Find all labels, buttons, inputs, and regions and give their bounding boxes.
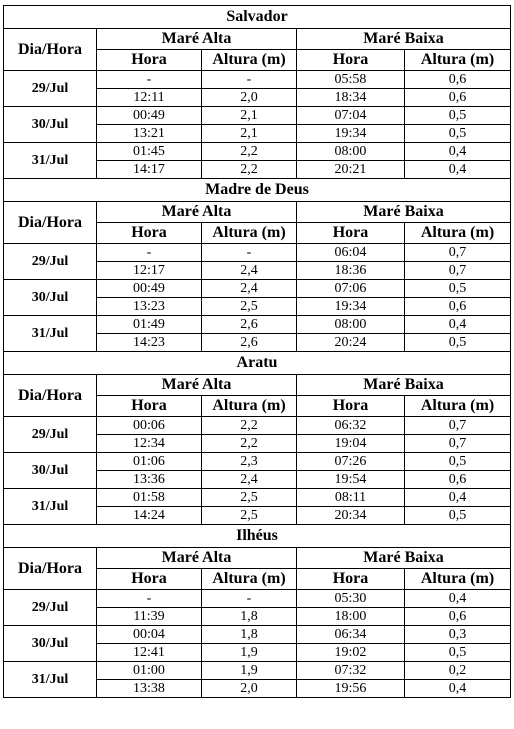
baixa-hora-cell: 20:24 [297, 334, 405, 352]
baixa-hora-cell: 08:00 [297, 316, 405, 334]
alta-hora-cell: - [97, 244, 202, 262]
baixa-altura-cell: 0,7 [405, 244, 511, 262]
baixa-hora-cell: 07:06 [297, 280, 405, 298]
table-row [4, 417, 511, 435]
alta-altura-cell: 2,1 [202, 107, 297, 125]
header-baixa-altura: Altura (m) [405, 223, 511, 244]
header-baixa-hora: Hora [297, 396, 405, 417]
header-alta-altura: Altura (m) [202, 569, 297, 590]
baixa-altura-cell: 0,5 [405, 280, 511, 298]
alta-hora-cell: 01:06 [97, 453, 202, 471]
location-name: Ilhéus [4, 525, 511, 548]
alta-hora-cell: - [97, 71, 202, 89]
baixa-hora-cell: 06:34 [297, 626, 405, 644]
header-alta-altura: Altura (m) [202, 50, 297, 71]
baixa-altura-cell: 0,3 [405, 626, 511, 644]
baixa-hora-cell: 19:54 [297, 471, 405, 489]
location-name: Aratu [4, 352, 511, 375]
baixa-altura-cell: 0,6 [405, 608, 511, 626]
day-cell: 31/Jul [4, 489, 97, 525]
alta-altura-cell: 2,1 [202, 125, 297, 143]
header-dia-hora: Dia/Hora [4, 29, 97, 71]
alta-altura-cell: 1,9 [202, 662, 297, 680]
alta-hora-cell: 13:23 [97, 298, 202, 316]
baixa-altura-cell: 0,4 [405, 680, 511, 698]
baixa-hora-cell: 07:04 [297, 107, 405, 125]
header-row-tide-type [4, 29, 511, 50]
alta-altura-cell: - [202, 590, 297, 608]
baixa-hora-cell: 18:00 [297, 608, 405, 626]
alta-hora-cell: 14:23 [97, 334, 202, 352]
baixa-hora-cell: 19:04 [297, 435, 405, 453]
alta-altura-cell: 2,5 [202, 298, 297, 316]
baixa-hora-cell: 19:02 [297, 644, 405, 662]
alta-altura-cell: 2,2 [202, 417, 297, 435]
baixa-hora-cell: 19:34 [297, 298, 405, 316]
alta-altura-cell: 2,4 [202, 471, 297, 489]
day-cell: 29/Jul [4, 71, 97, 107]
header-dia-hora: Dia/Hora [4, 548, 97, 590]
alta-altura-cell: 1,8 [202, 626, 297, 644]
baixa-hora-cell: 07:26 [297, 453, 405, 471]
header-alta-altura: Altura (m) [202, 396, 297, 417]
alta-hora-cell: 13:36 [97, 471, 202, 489]
baixa-hora-cell: 20:21 [297, 161, 405, 179]
alta-altura-cell: 2,5 [202, 489, 297, 507]
header-mare-baixa: Maré Baixa [297, 29, 511, 50]
table-row [4, 280, 511, 298]
header-mare-alta: Maré Alta [97, 29, 297, 50]
baixa-altura-cell: 0,4 [405, 590, 511, 608]
alta-altura-cell: 2,2 [202, 161, 297, 179]
header-alta-hora: Hora [97, 50, 202, 71]
baixa-altura-cell: 0,2 [405, 662, 511, 680]
header-row-tide-type [4, 548, 511, 569]
day-cell: 30/Jul [4, 626, 97, 662]
alta-altura-cell: 2,0 [202, 680, 297, 698]
alta-hora-cell: 14:17 [97, 161, 202, 179]
baixa-altura-cell: 0,4 [405, 489, 511, 507]
alta-altura-cell: 2,6 [202, 316, 297, 334]
alta-altura-cell: 1,9 [202, 644, 297, 662]
baixa-altura-cell: 0,5 [405, 453, 511, 471]
baixa-hora-cell: 08:11 [297, 489, 405, 507]
baixa-hora-cell: 20:34 [297, 507, 405, 525]
header-dia-hora: Dia/Hora [4, 375, 97, 417]
alta-hora-cell: 14:24 [97, 507, 202, 525]
table-row [4, 244, 511, 262]
day-cell: 31/Jul [4, 662, 97, 698]
header-row-tide-type [4, 202, 511, 223]
baixa-altura-cell: 0,4 [405, 143, 511, 161]
header-baixa-altura: Altura (m) [405, 569, 511, 590]
baixa-altura-cell: 0,5 [405, 334, 511, 352]
alta-hora-cell: 01:58 [97, 489, 202, 507]
table-row [4, 316, 511, 334]
header-mare-baixa: Maré Baixa [297, 548, 511, 569]
baixa-hora-cell: 19:56 [297, 680, 405, 698]
alta-hora-cell: 00:06 [97, 417, 202, 435]
alta-altura-cell: 2,0 [202, 89, 297, 107]
alta-hora-cell: - [97, 590, 202, 608]
alta-altura-cell: 2,4 [202, 262, 297, 280]
header-alta-hora: Hora [97, 223, 202, 244]
baixa-altura-cell: 0,7 [405, 435, 511, 453]
baixa-altura-cell: 0,4 [405, 161, 511, 179]
header-mare-baixa: Maré Baixa [297, 375, 511, 396]
tide-table [3, 5, 511, 698]
alta-altura-cell: 2,2 [202, 435, 297, 453]
location-name: Salvador [4, 6, 511, 29]
table-row [4, 626, 511, 644]
table-row [4, 453, 511, 471]
baixa-altura-cell: 0,5 [405, 644, 511, 662]
header-alta-hora: Hora [97, 569, 202, 590]
alta-altura-cell: 2,6 [202, 334, 297, 352]
header-baixa-hora: Hora [297, 50, 405, 71]
baixa-altura-cell: 0,6 [405, 471, 511, 489]
day-cell: 30/Jul [4, 107, 97, 143]
table-row [4, 143, 511, 161]
header-baixa-hora: Hora [297, 569, 405, 590]
table-row [4, 662, 511, 680]
baixa-altura-cell: 0,4 [405, 316, 511, 334]
baixa-hora-cell: 07:32 [297, 662, 405, 680]
header-mare-alta: Maré Alta [97, 375, 297, 396]
header-baixa-altura: Altura (m) [405, 396, 511, 417]
table-row [4, 590, 511, 608]
alta-hora-cell: 12:41 [97, 644, 202, 662]
baixa-altura-cell: 0,6 [405, 71, 511, 89]
alta-altura-cell: 2,4 [202, 280, 297, 298]
location-title-row [4, 352, 511, 375]
header-dia-hora: Dia/Hora [4, 202, 97, 244]
alta-altura-cell: 2,5 [202, 507, 297, 525]
day-cell: 31/Jul [4, 143, 97, 179]
alta-altura-cell: 2,3 [202, 453, 297, 471]
header-mare-alta: Maré Alta [97, 202, 297, 223]
table-row [4, 489, 511, 507]
day-cell: 29/Jul [4, 417, 97, 453]
baixa-hora-cell: 05:58 [297, 71, 405, 89]
header-baixa-altura: Altura (m) [405, 50, 511, 71]
baixa-hora-cell: 06:32 [297, 417, 405, 435]
alta-hora-cell: 11:39 [97, 608, 202, 626]
baixa-altura-cell: 0,5 [405, 125, 511, 143]
header-alta-altura: Altura (m) [202, 223, 297, 244]
header-alta-hora: Hora [97, 396, 202, 417]
baixa-hora-cell: 05:30 [297, 590, 405, 608]
baixa-altura-cell: 0,5 [405, 107, 511, 125]
table-row [4, 107, 511, 125]
alta-hora-cell: 00:04 [97, 626, 202, 644]
baixa-altura-cell: 0,7 [405, 262, 511, 280]
location-title-row [4, 525, 511, 548]
table-row [4, 71, 511, 89]
location-title-row [4, 179, 511, 202]
alta-hora-cell: 01:00 [97, 662, 202, 680]
day-cell: 29/Jul [4, 244, 97, 280]
alta-hora-cell: 13:21 [97, 125, 202, 143]
header-row-tide-type [4, 375, 511, 396]
location-title-row [4, 6, 511, 29]
baixa-altura-cell: 0,6 [405, 89, 511, 107]
baixa-hora-cell: 18:34 [297, 89, 405, 107]
alta-hora-cell: 01:45 [97, 143, 202, 161]
alta-altura-cell: 2,2 [202, 143, 297, 161]
baixa-altura-cell: 0,5 [405, 507, 511, 525]
baixa-altura-cell: 0,6 [405, 298, 511, 316]
baixa-hora-cell: 08:00 [297, 143, 405, 161]
baixa-hora-cell: 18:36 [297, 262, 405, 280]
alta-hora-cell: 00:49 [97, 280, 202, 298]
baixa-hora-cell: 19:34 [297, 125, 405, 143]
baixa-altura-cell: 0,7 [405, 417, 511, 435]
alta-hora-cell: 00:49 [97, 107, 202, 125]
alta-hora-cell: 12:11 [97, 89, 202, 107]
header-baixa-hora: Hora [297, 223, 405, 244]
day-cell: 30/Jul [4, 453, 97, 489]
alta-altura-cell: 1,8 [202, 608, 297, 626]
location-name: Madre de Deus [4, 179, 511, 202]
alta-altura-cell: - [202, 244, 297, 262]
day-cell: 31/Jul [4, 316, 97, 352]
alta-hora-cell: 01:49 [97, 316, 202, 334]
header-mare-alta: Maré Alta [97, 548, 297, 569]
baixa-hora-cell: 06:04 [297, 244, 405, 262]
tide-table-container [3, 5, 510, 698]
day-cell: 29/Jul [4, 590, 97, 626]
header-mare-baixa: Maré Baixa [297, 202, 511, 223]
alta-hora-cell: 13:38 [97, 680, 202, 698]
alta-hora-cell: 12:17 [97, 262, 202, 280]
alta-hora-cell: 12:34 [97, 435, 202, 453]
alta-altura-cell: - [202, 71, 297, 89]
day-cell: 30/Jul [4, 280, 97, 316]
